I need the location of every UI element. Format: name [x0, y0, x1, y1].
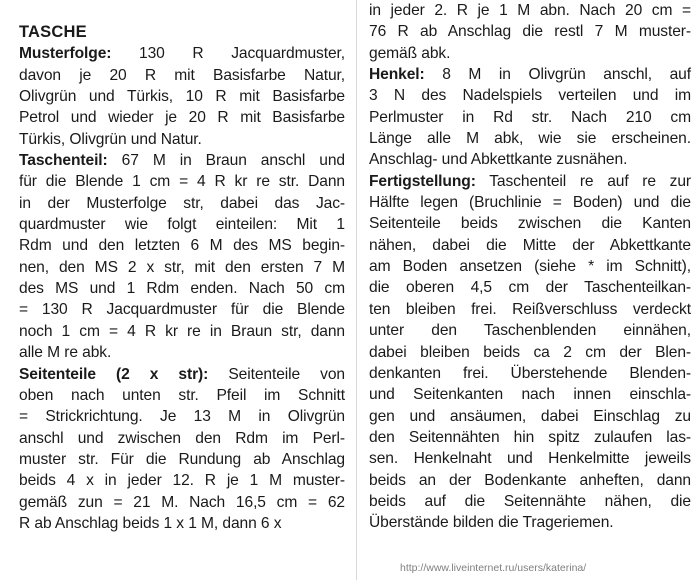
text-line — [369, 0, 691, 21]
line-text: denkanten frei. Überstehende Blenden- — [369, 364, 691, 382]
text-line — [369, 171, 691, 192]
text-line — [369, 256, 691, 277]
text-line — [19, 257, 345, 278]
text-line — [369, 363, 691, 384]
line-text: Seitenteile beids zwischen die Kanten — [369, 215, 691, 233]
text-line — [369, 427, 691, 448]
text-line — [19, 278, 345, 299]
line-text: davon je 20 R mit Basisfarbe Natur, — [19, 66, 345, 84]
line-text: Taschenteil re auf re zur — [475, 172, 691, 190]
line-text: 8 M in Olivgrün anschl, auf — [424, 66, 691, 84]
line-text: Seitenteile von — [208, 365, 346, 383]
right-column — [369, 0, 691, 534]
text-line — [19, 342, 345, 363]
line-text: die oberen 4,5 cm der Taschenteilkan- — [369, 279, 691, 297]
text-line — [369, 128, 691, 149]
line-text: anschl und zwischen den Rdm im Perl- — [19, 429, 345, 447]
text-line — [19, 406, 345, 427]
text-line — [369, 192, 691, 213]
line-text: quardmuster wie folgt einteilen: Mit 1 — [19, 216, 345, 234]
text-line — [19, 171, 345, 192]
line-text: beids 4 x in jeder 12. R je 1 M muster- — [19, 472, 345, 490]
text-line — [19, 65, 345, 86]
text-line — [369, 64, 691, 85]
section-heading: Musterfolge: — [19, 45, 112, 63]
text-line — [369, 342, 691, 363]
line-text: in der Musterfolge str, dabei das Jac- — [19, 194, 345, 212]
text-line — [19, 150, 345, 171]
text-line — [369, 85, 691, 106]
text-line — [19, 129, 345, 150]
text-line — [19, 235, 345, 256]
text-line — [19, 385, 345, 406]
line-text: = Strickrichtung. Je 13 M in Olivgrün — [19, 408, 345, 426]
line-text: Olivgrün und Türkis, 10 R mit Basisfarbe — [19, 88, 345, 106]
text-line — [369, 235, 691, 256]
line-text: = 130 R Jacquardmuster für die Blende — [19, 301, 345, 319]
line-text: 3 N des Nadelspiels verteilen und im — [369, 87, 691, 105]
line-text: ten bleiben frei. Reißverschluss verdeckt — [369, 300, 691, 318]
text-line — [19, 513, 345, 534]
line-text: beids auf die Seitennähte nähen, die — [369, 492, 691, 510]
line-text: gemäß abk. — [369, 44, 451, 62]
text-line — [19, 299, 345, 320]
line-text: Petrol und wieder je 20 R mit Basisfarbe — [19, 109, 345, 127]
line-text: Länge alle M abk, wie sie erscheinen. — [369, 130, 691, 148]
line-text: Rdm und den letzten 6 M des MS begin- — [19, 237, 345, 255]
text-line — [369, 470, 691, 491]
text-line — [369, 406, 691, 427]
section-heading: Fertigstellung: — [369, 172, 476, 190]
line-text: oben nach unten str. Pfeil im Schnitt — [19, 386, 345, 404]
line-text: und Seitenkanten nach innen einschla- — [369, 386, 691, 404]
line-text: für die Blende 1 cm = 4 R kr re str. Dann — [19, 173, 345, 191]
text-line — [19, 214, 345, 235]
section-heading: Taschenteil: — [19, 152, 108, 170]
text-line — [369, 448, 691, 469]
text-line — [19, 449, 345, 470]
text-line — [19, 43, 345, 64]
line-text: am Boden ansetzen (siehe * im Schnitt), — [369, 258, 691, 276]
line-text: R ab Anschlag beids 1 x 1 M, dann 6 x — [19, 514, 282, 532]
text-line — [369, 277, 691, 298]
line-text: gen und ansäumen, dabei Einschlag zu — [369, 407, 691, 425]
line-text: 76 R ab Anschlag die restl 7 M muster- — [369, 23, 691, 41]
text-line — [369, 149, 691, 170]
line-text: nähen, dabei die Mitte der Abkettkante — [369, 236, 691, 254]
column-divider — [356, 0, 357, 580]
text-line — [369, 43, 691, 64]
text-line — [19, 364, 345, 385]
text-line — [19, 86, 345, 107]
text-line — [369, 384, 691, 405]
section-heading: Seitenteile (2 x str): — [19, 365, 209, 383]
section-heading: Henkel: — [369, 66, 425, 84]
right-column-text — [369, 0, 691, 534]
line-text: gemäß zun = 21 M. Nach 16,5 cm = 62 — [19, 493, 345, 511]
text-line — [369, 21, 691, 42]
watermark-text: http://www.liveinternet.ru/users/katerina/ — [400, 562, 587, 574]
line-text: 130 R Jacquardmuster, — [111, 45, 345, 63]
text-line — [369, 213, 691, 234]
text-line — [369, 299, 691, 320]
line-text: den Seitennähten hin spitz zulaufen las- — [369, 428, 691, 446]
line-text: alle M re abk. — [19, 344, 112, 362]
text-line — [19, 428, 345, 449]
line-text: nen, den MS 2 x str, mit den ersten 7 M — [19, 258, 345, 276]
line-text: Perlmuster in Rd str. Nach 210 cm — [369, 108, 691, 126]
text-line — [369, 320, 691, 341]
line-text: beids an der Bodenkante anheften, dann — [369, 471, 691, 489]
line-text: in jeder 2. R je 1 M abn. Nach 20 cm = — [369, 2, 691, 19]
line-text: sen. Henkelnaht und Henkelmitte jeweils — [369, 450, 691, 468]
line-text: Hälfte legen (Bruchlinie = Boden) und die — [369, 194, 691, 212]
line-text: 67 M in Braun anschl und — [107, 152, 345, 170]
line-text: noch 1 cm = 4 R kr re in Braun str, dann — [19, 322, 345, 340]
text-line — [19, 193, 345, 214]
line-text: unter den Taschenblenden einnähen, — [369, 322, 691, 340]
text-line — [369, 512, 691, 533]
text-line — [369, 107, 691, 128]
line-text: Überstände bilden die Trageriemen. — [369, 514, 614, 532]
line-text: muster str. Für die Rundung ab Anschlag — [19, 450, 345, 468]
text-line — [19, 470, 345, 491]
text-line — [19, 321, 345, 342]
line-text: dabei bleiben beids ca 2 cm der Blen- — [369, 343, 691, 361]
text-line — [369, 491, 691, 512]
left-column — [19, 22, 345, 534]
text-line — [19, 492, 345, 513]
text-line — [19, 107, 345, 128]
document-title: TASCHE — [19, 23, 87, 41]
line-text: Türkis, Olivgrün und Natur. — [19, 130, 202, 148]
line-text: des MS und 1 Rdm enden. Nach 50 cm — [19, 280, 345, 298]
left-column-text — [19, 43, 345, 534]
line-text: Anschlag- und Abkettkante zusnähen. — [369, 151, 628, 169]
